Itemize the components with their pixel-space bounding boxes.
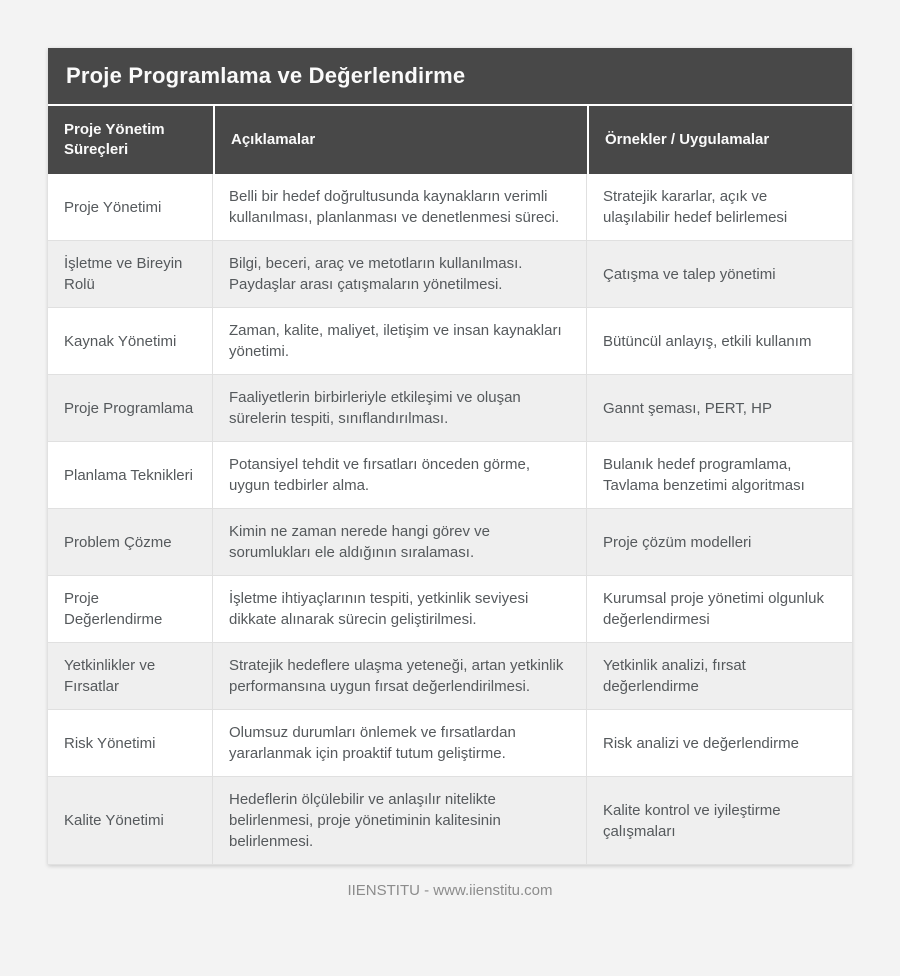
description-cell: Bilgi, beceri, araç ve metotların kullanılması. Paydaşlar arası çatışmaların yönetilmesi. xyxy=(213,241,587,307)
project-table-card xyxy=(48,48,852,865)
table-row xyxy=(48,776,852,864)
description-cell: Potansiyel tehdit ve fırsatları önceden görme, uygun tedbirler alma. xyxy=(213,442,587,508)
example-cell: Stratejik kararlar, açık ve ulaşılabilir hedef belirlemesi xyxy=(603,188,788,226)
table-row xyxy=(48,240,852,307)
example-cell: Çatışma ve talep yönetimi xyxy=(603,265,776,283)
column-header-examples: Örnekler / Uygulamalar xyxy=(587,106,852,174)
table-row xyxy=(48,374,852,441)
process-cell: Proje Programlama xyxy=(48,375,213,441)
description-cell: Olumsuz durumları önlemek ve fırsatlardan yararlanmak için proaktif tutum geliştirme. xyxy=(213,710,587,776)
page-title: Proje Programlama ve Değerlendirme xyxy=(48,48,852,104)
table-row xyxy=(48,307,852,374)
table-row xyxy=(48,642,852,709)
example-cell: Yetkinlik analizi, fırsat değerlendirme xyxy=(603,657,746,695)
process-cell: İşletme ve Bireyin Rolü xyxy=(48,241,213,307)
process-cell: Yetkinlikler ve Fırsatlar xyxy=(48,643,213,709)
table-row xyxy=(48,174,852,240)
column-header-descriptions: Açıklamalar xyxy=(213,106,587,174)
table-row xyxy=(48,508,852,575)
table-row xyxy=(48,441,852,508)
process-cell: Planlama Teknikleri xyxy=(48,442,213,508)
description-cell: Stratejik hedeflere ulaşma yeteneği, artan yetkinlik performansına uygun fırsat değerlendirilmesi. xyxy=(213,643,587,709)
example-cell: Kalite kontrol ve iyileştirme çalışmaları xyxy=(603,801,781,840)
description-cell: Hedeflerin ölçülebilir ve anlaşılır nitelikte belirlenmesi, proje yönetiminin kalitesinin belirlenmesi. xyxy=(213,777,587,864)
table-row xyxy=(48,709,852,776)
column-header-processes: Proje Yönetim Süreçleri xyxy=(64,121,165,158)
description-cell: Kimin ne zaman nerede hangi görev ve sorumlukları ele aldığının sıralaması. xyxy=(213,509,587,575)
process-cell: Kaynak Yönetimi xyxy=(48,308,213,374)
description-cell: Faaliyetlerin birbirleriyle etkileşimi ve oluşan sürelerin tespiti, sınıflandırılması. xyxy=(213,375,587,441)
description-cell: Belli bir hedef doğrultusunda kaynakların verimli kullanılması, planlanması ve denetlenmesi süreci. xyxy=(213,174,587,240)
process-cell: Kalite Yönetimi xyxy=(48,777,213,864)
table-body xyxy=(48,174,852,865)
process-cell: Risk Yönetimi xyxy=(48,710,213,776)
table-header-row xyxy=(48,104,852,174)
table-row xyxy=(48,575,852,642)
process-cell: Proje Değerlendirme xyxy=(48,576,213,642)
footer-credit: IIENSTITU - www.iienstitu.com xyxy=(347,882,553,899)
description-cell: Zaman, kalite, maliyet, iletişim ve insan kaynakları yönetimi. xyxy=(213,308,587,374)
process-cell: Problem Çözme xyxy=(48,509,213,575)
example-cell: Bulanık hedef programlama, Tavlama benzetimi algoritması xyxy=(603,456,805,494)
example-cell: Proje çözüm modelleri xyxy=(603,533,752,551)
example-cell: Bütüncül anlayış, etkili kullanım xyxy=(603,332,812,350)
description-cell: İşletme ihtiyaçlarının tespiti, yetkinlik seviyesi dikkate alınarak sürecin geliştirilmesi. xyxy=(213,576,587,642)
example-cell: Kurumsal proje yönetimi olgunluk değerlendirmesi xyxy=(603,590,824,628)
example-cell: Risk analizi ve değerlendirme xyxy=(603,734,799,752)
process-cell: Proje Yönetimi xyxy=(48,174,213,240)
example-cell: Gannt şeması, PERT, HP xyxy=(603,399,772,417)
